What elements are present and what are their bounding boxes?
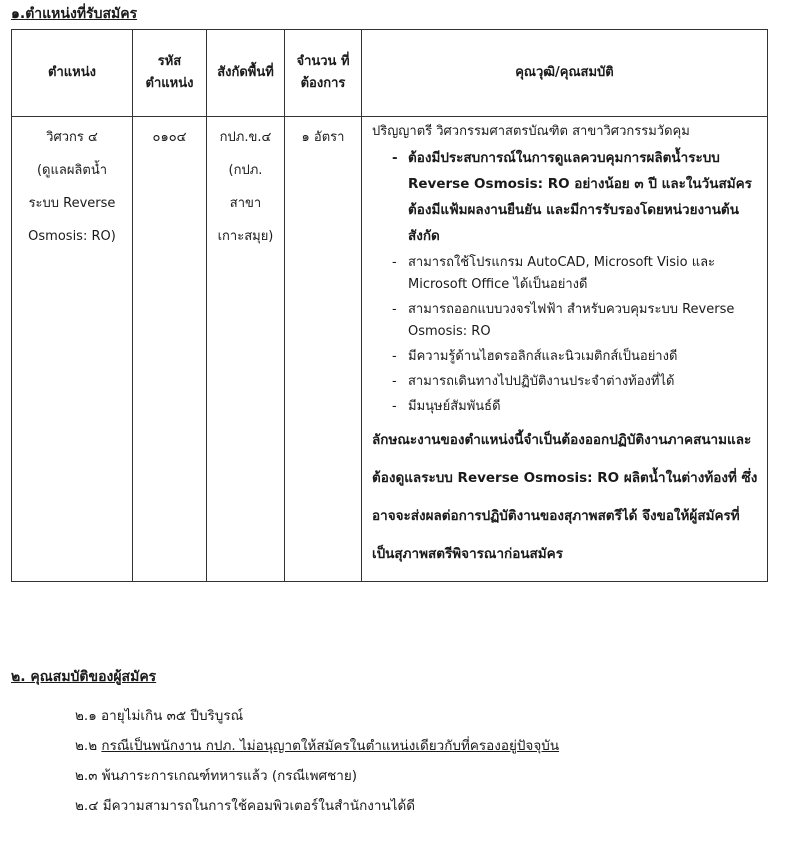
header-qualification: คุณวุฒิ/คุณสมบัติ: [362, 30, 768, 117]
list-item: - สามารถใช้โปรแกรม AutoCAD, Microsoft Visio และ Microsoft Office ได้เป็นอย่างดี: [372, 252, 761, 296]
unit-line: สาขา: [229, 196, 262, 211]
list-item: - มีมนุษย์สัมพันธ์ดี: [372, 396, 761, 418]
header-code: รหัส ตำแหน่ง: [133, 30, 207, 117]
section-1-heading: ๑.ตำแหน่งที่รับสมัคร: [11, 6, 138, 22]
header-position: ตำแหน่ง: [12, 30, 133, 117]
position-line: Osmosis: RO): [28, 229, 116, 244]
requirement-item: ๒.๓ พ้นภาระการเกณฑ์ทหารแล้ว (กรณีเพศชาย): [75, 768, 358, 784]
list-item: - สามารถออกแบบวงจรไฟฟ้า สำหรับควบคุมระบบ Reverse Osmosis: RO: [372, 299, 761, 343]
table-header-row: [12, 30, 768, 117]
qualification-list: [372, 145, 761, 418]
list-item: - ต้องมีประสบการณ์ในการดูแลควบคุมการผลิตน้ำระบบ Reverse Osmosis: RO อย่างน้อย ๓ ปี และในวันสมัครต้องมีแฟ้มผลงานยืนยัน และมีการรับรองโดยหน่วยงานต้นสังกัด: [372, 145, 761, 249]
list-item: - มีความรู้ด้านไฮดรอลิกส์และนิวเมติกส์เป็นอย่างดี: [372, 346, 761, 368]
cell-qualification: [362, 117, 768, 582]
list-item: - สามารถเดินทางไปปฏิบัติงานประจำต่างท้องที่ได้: [372, 371, 761, 393]
degree-requirement: ปริญญาตรี วิศวกรรมศาสตรบัณฑิต สาขาวิศวกรรมวัดคุม: [372, 124, 690, 139]
header-unit: สังกัดพื้นที่: [207, 30, 285, 117]
cell-position: [12, 117, 133, 582]
position-line: วิศวกร ๔: [46, 130, 98, 145]
position-table: [11, 29, 768, 582]
unit-line: กปภ.ข.๔: [219, 130, 272, 145]
requirement-text: กรณีเป็นพนักงาน กปภ. ไม่อนุญาตให้สมัครในตำแหน่งเดียวกับที่ครองอยู่ปัจจุบัน: [101, 738, 560, 754]
position-line: (ดูแลผลิตน้ำ: [36, 163, 108, 178]
header-count: จำนวน ที่ ต้องการ: [285, 30, 362, 117]
requirement-item: [75, 734, 559, 756]
requirement-number: ๒.๒: [75, 738, 98, 754]
cell-unit: [207, 117, 285, 582]
section-2-heading: ๒. คุณสมบัติของผู้สมัคร: [11, 669, 157, 685]
unit-line: (กปภ.: [228, 163, 263, 178]
requirement-item: ๒.๔ มีความสามารถในการใช้คอมพิวเตอร์ในสำนักงานได้ดี: [75, 798, 416, 814]
table-row: [12, 117, 768, 582]
job-note: ลักษณะงานของตำแหน่งนี้จำเป็นต้องออกปฏิบัติงานภาคสนามและต้องดูแลระบบ Reverse Osmosis: RO ผลิตน้ำในต่างท้องที่ ซึ่งอาจจะส่งผลต่อการปฏิบัติงานของสุภาพสตรีได้ จึงขอให้ผู้สมัครที่เป็นสุภาพสตรีพิจารณาก่อนสมัคร: [372, 432, 758, 562]
requirement-item: ๒.๑ อายุไม่เกิน ๓๕ ปีบริบูรณ์: [75, 708, 244, 724]
position-line: ระบบ Reverse: [28, 196, 116, 211]
cell-count: ๑ อัตรา: [285, 117, 362, 582]
unit-line: เกาะสมุย): [217, 229, 274, 244]
cell-code: ๐๑๐๔: [133, 117, 207, 582]
